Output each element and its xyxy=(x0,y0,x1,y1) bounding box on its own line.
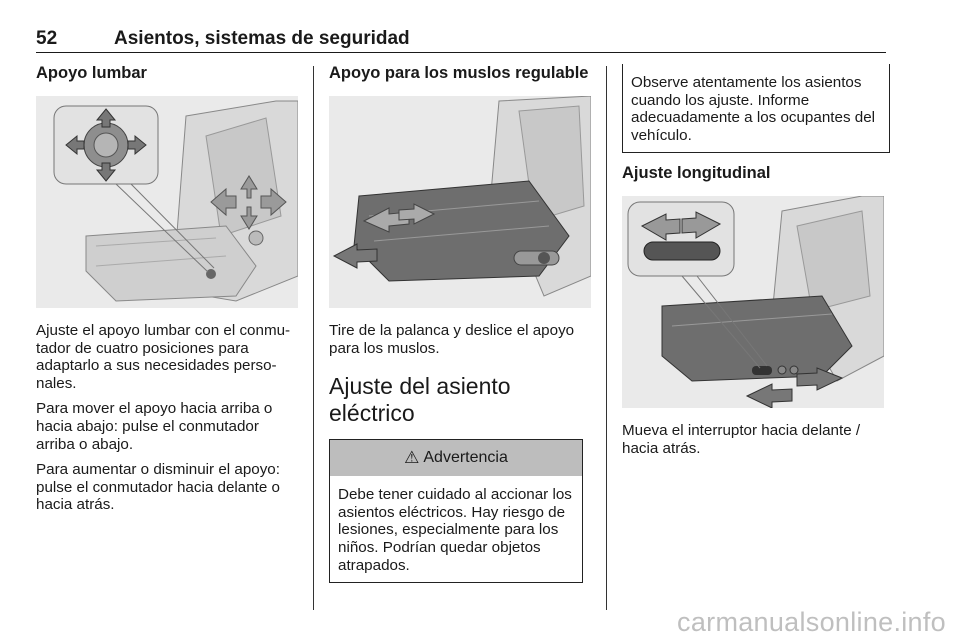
page-title: Asientos, sistemas de seguridad xyxy=(114,28,410,49)
warning-box xyxy=(329,439,583,583)
header-rule xyxy=(36,52,886,53)
section-heading-electric-seat: Ajuste del asiento eléctrico xyxy=(329,373,511,427)
column-divider xyxy=(313,66,314,610)
paragraph: Tire de la palanca y deslice el apoyo para los muslos. xyxy=(329,322,575,357)
note-box: Observe atentamente los asientos cuando los ajuste. Informe adecuadamente a los ocupantes del vehículo. xyxy=(622,64,890,153)
column-longitudinal xyxy=(622,64,885,458)
thigh-support-illustration xyxy=(329,96,591,308)
column-divider xyxy=(606,66,607,610)
warning-text: Debe tener cuidado al accionar los asientos eléctricos. Hay riesgo de lesiones, especialmente para los niños. Podrían quedar objetos atrapados. xyxy=(338,486,572,574)
column-lumbar xyxy=(36,64,298,514)
paragraph: Ajuste el apoyo lumbar con el conmu-tador de cuatro posiciones para adaptarlo a sus necesidades perso-nales. xyxy=(36,322,291,392)
warning-title: Advertencia xyxy=(423,449,508,467)
section-heading-thigh: Apoyo para los muslos regulable xyxy=(329,64,589,82)
page-number: 52 xyxy=(36,28,58,49)
watermark: carmanualsonline.info xyxy=(677,607,946,637)
section-heading-lumbar: Apoyo lumbar xyxy=(36,64,147,82)
paragraph: Mueva el interruptor hacia delante / hacia atrás. xyxy=(622,422,861,457)
section-heading-longitudinal: Ajuste longitudinal xyxy=(622,164,771,183)
paragraph: Para aumentar o disminuir el apoyo: pulse el conmutador hacia delante o hacia atrás. xyxy=(36,461,281,514)
warning-header xyxy=(330,439,582,476)
longitudinal-illustration xyxy=(622,196,884,408)
page-header xyxy=(36,28,886,50)
lumbar-illustration xyxy=(36,96,298,308)
warning-triangle-icon: ⚠ xyxy=(404,448,420,468)
paragraph: Para mover el apoyo hacia arriba o hacia abajo: pulse el conmutador arriba o abajo. xyxy=(36,400,273,453)
column-thigh-support xyxy=(329,64,591,583)
